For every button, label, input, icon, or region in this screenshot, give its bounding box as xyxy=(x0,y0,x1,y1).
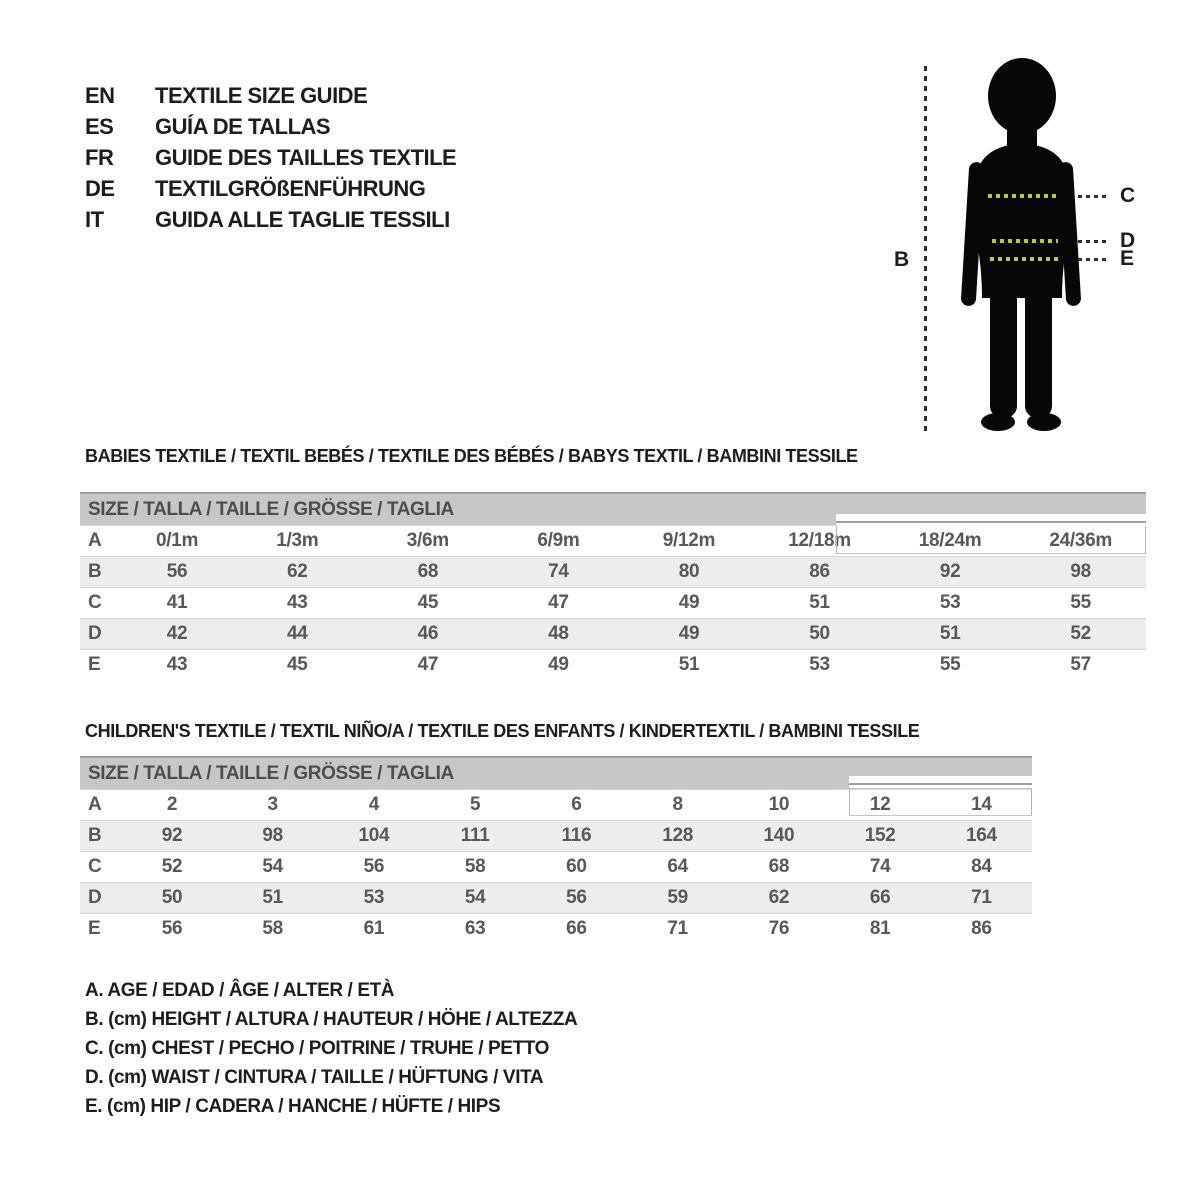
table-cell: 71 xyxy=(667,918,688,939)
table-cell: 3 xyxy=(267,794,278,815)
table-cell: 53 xyxy=(939,592,961,613)
table-cell: 58 xyxy=(464,856,486,877)
language-row xyxy=(85,111,456,142)
table-cell: 86 xyxy=(809,561,830,582)
table-cell: 8 xyxy=(672,794,683,815)
table-cell: 24/36m xyxy=(1049,530,1112,551)
table-cell: 55 xyxy=(939,654,961,675)
table-cell: 42 xyxy=(166,623,188,644)
language-code: EN xyxy=(85,82,115,108)
language-title: GUÍA DE TALLAS xyxy=(155,113,331,139)
language-row xyxy=(85,80,456,111)
row-label: C xyxy=(88,592,102,613)
table-cell: 128 xyxy=(662,825,694,846)
table-cell: 47 xyxy=(417,654,439,675)
waist-label: D xyxy=(1120,229,1136,252)
table-cell: 74 xyxy=(548,561,569,582)
table-cell: 68 xyxy=(417,561,439,582)
table-cell: 10 xyxy=(768,794,790,815)
table-row xyxy=(80,914,1032,945)
table-cell: 50 xyxy=(809,623,830,644)
table-cell: 56 xyxy=(161,918,183,939)
table-cell: 56 xyxy=(566,887,587,908)
table-cell: 43 xyxy=(166,654,188,675)
table-cell: 80 xyxy=(678,561,700,582)
hip-label: E xyxy=(1120,247,1135,270)
row-highlight-box xyxy=(836,526,1146,554)
language-code: ES xyxy=(85,113,114,139)
hip-measure-line xyxy=(990,257,1058,261)
table-cell: 152 xyxy=(864,825,896,846)
table-cell: 56 xyxy=(363,856,385,877)
table-cell: 62 xyxy=(768,887,790,908)
row-label: B xyxy=(88,561,102,582)
chest-leader-line xyxy=(1078,195,1106,198)
table-cell: 12 xyxy=(869,794,891,815)
table-cell: 44 xyxy=(287,623,308,644)
table-row xyxy=(80,852,1032,883)
table-cell: 84 xyxy=(971,856,992,877)
height-measure-line xyxy=(924,66,927,436)
table-cell: 51 xyxy=(262,887,283,908)
table-cell: 50 xyxy=(161,887,183,908)
language-title: TEXTILGRÖßENFÜHRUNG xyxy=(155,175,426,201)
row-label: D xyxy=(88,887,102,908)
table-row xyxy=(80,588,1146,619)
table-cell: 62 xyxy=(287,561,308,582)
table-cell: 0/1m xyxy=(155,530,199,551)
table-cell: 3/6m xyxy=(406,530,449,551)
language-title: GUIDA ALLE TAGLIE TESSILI xyxy=(155,206,450,232)
table-cell: 104 xyxy=(358,825,390,846)
legend-waist: D. (cm) WAIST / CINTURA / TAILLE / HÜFTUNG / VITA xyxy=(85,1066,544,1088)
table-row xyxy=(80,650,1146,681)
table-cell: 49 xyxy=(548,654,569,675)
table-cell: 45 xyxy=(417,592,439,613)
table-cell: 98 xyxy=(262,825,283,846)
table-cell: 81 xyxy=(869,918,891,939)
table-cell: 53 xyxy=(809,654,830,675)
waist-measure-line xyxy=(992,239,1058,243)
table-cell: 52 xyxy=(1070,623,1091,644)
chest-label: C xyxy=(1120,184,1136,207)
table-cell: 58 xyxy=(262,918,283,939)
table-cell: 53 xyxy=(363,887,385,908)
language-row xyxy=(85,173,456,204)
chest-measure-line xyxy=(988,194,1056,198)
table-cell: 60 xyxy=(566,856,587,877)
table-cell: 1/3m xyxy=(276,530,319,551)
table-cell: 47 xyxy=(548,592,569,613)
row-highlight-notch xyxy=(849,776,1032,788)
table-cell: 86 xyxy=(971,918,992,939)
language-title: GUIDE DES TAILLES TEXTILE xyxy=(155,144,457,170)
table-cell: 5 xyxy=(469,794,481,815)
row-highlight-box xyxy=(849,788,1032,816)
babies-section-title: BABIES TEXTILE / TEXTIL BEBÉS / TEXTILE DES BÉBÉS / BABYS TEXTIL / BAMBINI TESSILE xyxy=(85,446,858,466)
table-cell: 2 xyxy=(166,794,178,815)
table-cell: 92 xyxy=(161,825,183,846)
row-label: E xyxy=(88,654,101,675)
hip-leader-line xyxy=(1078,258,1106,261)
table-cell: 12/18m xyxy=(788,530,851,551)
table-cell: 64 xyxy=(667,856,688,877)
legend-hip: E. (cm) HIP / CADERA / HANCHE / HÜFTE / HIPS xyxy=(85,1095,501,1117)
row-label: B xyxy=(88,825,102,846)
table-cell: 68 xyxy=(768,856,790,877)
table-cell: 74 xyxy=(869,856,891,877)
size-header: SIZE / TALLA / TAILLE / GRÖSSE / TAGLIA xyxy=(80,757,1032,790)
child-silhouette-icon xyxy=(948,56,1094,438)
table-cell: 140 xyxy=(763,825,795,846)
table-cell: 49 xyxy=(678,592,700,613)
row-highlight-notch xyxy=(836,514,1146,526)
table-cell: 9/12m xyxy=(662,530,716,551)
waist-leader-line xyxy=(1078,240,1106,243)
table-row xyxy=(80,619,1146,650)
table-cell: 48 xyxy=(548,623,569,644)
table-cell: 56 xyxy=(166,561,188,582)
table-cell: 52 xyxy=(161,856,183,877)
legend-age: A. AGE / EDAD / ÂGE / ALTER / ETÀ xyxy=(85,979,395,1001)
table-cell: 66 xyxy=(869,887,891,908)
table-cell: 6/9m xyxy=(537,530,580,551)
table-cell: 55 xyxy=(1070,592,1091,613)
table-cell: 43 xyxy=(287,592,308,613)
language-row xyxy=(85,204,456,235)
table-cell: 51 xyxy=(678,654,700,675)
table-row xyxy=(80,883,1032,914)
table-cell: 111 xyxy=(460,825,490,846)
table-cell: 116 xyxy=(561,825,592,846)
table-row xyxy=(80,557,1146,588)
language-code: DE xyxy=(85,175,115,201)
table-cell: 71 xyxy=(971,887,992,908)
table-cell: 164 xyxy=(965,825,997,846)
table-cell: 98 xyxy=(1070,561,1091,582)
table-cell: 54 xyxy=(262,856,283,877)
language-list xyxy=(85,80,456,235)
children-section-title: CHILDREN'S TEXTILE / TEXTIL NIÑO/A / TEXTILE DES ENFANTS / KINDERTEXTIL / BAMBINI TESSILE xyxy=(85,721,920,741)
row-label: D xyxy=(88,623,102,644)
table-cell: 6 xyxy=(571,794,582,815)
size-header: SIZE / TALLA / TAILLE / GRÖSSE / TAGLIA xyxy=(80,493,1146,526)
table-cell: 76 xyxy=(768,918,790,939)
table-cell: 18/24m xyxy=(918,530,982,551)
legend-chest: C. (cm) CHEST / PECHO / POITRINE / TRUHE / PETTO xyxy=(85,1037,549,1059)
language-code: IT xyxy=(85,206,104,232)
figure-area xyxy=(880,40,1180,460)
height-label: B xyxy=(894,248,910,271)
row-label: A xyxy=(88,530,102,551)
language-row xyxy=(85,142,456,173)
table-row xyxy=(80,821,1032,852)
table-cell: 46 xyxy=(417,623,439,644)
table-cell: 61 xyxy=(363,918,385,939)
table-cell: 57 xyxy=(1070,654,1091,675)
table-cell: 45 xyxy=(287,654,308,675)
row-label: E xyxy=(88,918,101,939)
measurement-legend xyxy=(85,976,577,1121)
table-cell: 51 xyxy=(809,592,830,613)
table-cell: 14 xyxy=(971,794,992,815)
table-cell: 92 xyxy=(939,561,961,582)
table-cell: 54 xyxy=(464,887,486,908)
table-cell: 51 xyxy=(939,623,961,644)
row-label: C xyxy=(88,856,102,877)
table-cell: 49 xyxy=(678,623,700,644)
table-cell: 59 xyxy=(667,887,688,908)
row-label: A xyxy=(88,794,102,815)
table-cell: 63 xyxy=(464,918,486,939)
language-code: FR xyxy=(85,144,114,170)
table-cell: 4 xyxy=(368,794,380,815)
table-cell: 41 xyxy=(166,592,188,613)
language-title: TEXTILE SIZE GUIDE xyxy=(155,82,368,108)
table-cell: 66 xyxy=(566,918,587,939)
legend-height: B. (cm) HEIGHT / ALTURA / HAUTEUR / HÖHE / ALTEZZA xyxy=(85,1008,578,1030)
